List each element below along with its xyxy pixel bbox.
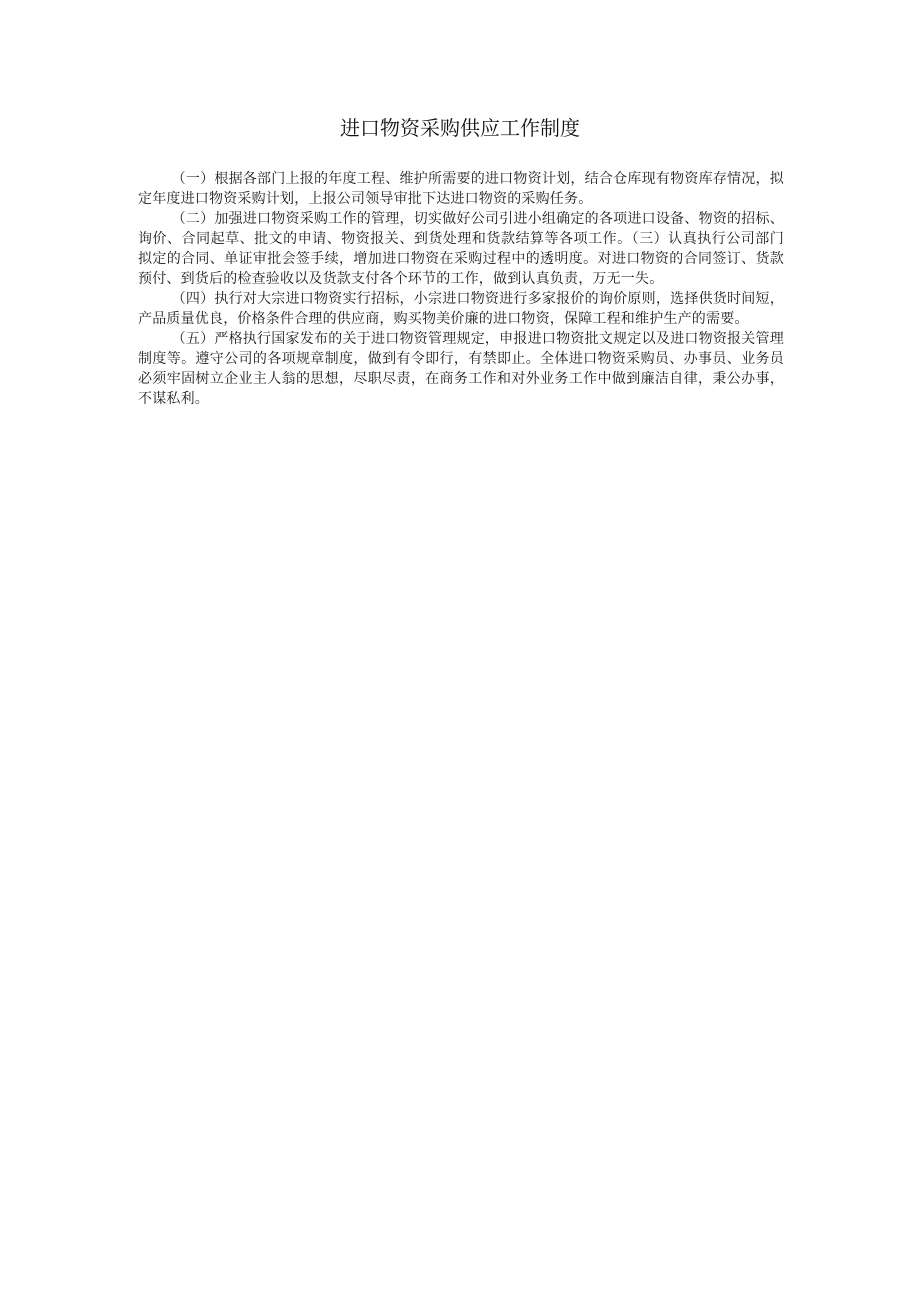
paragraph-2: （二）加强进口物资采购工作的管理，切实做好公司引进小组确定的各项进口设备、物资的招标、询价、合同起草、批文的申请、物资报关、到货处理和货款结算等各项工作。（三）认真执行公司部门拟定的合同、单证审批会签手续，增加进口物资在采购过程中的透明度。对进口物资的合同签订、货款预付、到货后的检查验收以及货款支付各个环节的工作，做到认真负责，万无一失。 [138,211,784,287]
document-body [138,169,784,409]
paragraph-1: （一）根据各部门上报的年度工程、维护所需要的进口物资计划，结合仓库现有物资库存情况，拟定年度进口物资采购计划，上报公司领导审批下达进口物资的采购任务。 [138,171,784,207]
paragraph-3: （四）执行对大宗进口物资实行招标，小宗进口物资进行多家报价的询价原则，选择供货时间短，产品质量优良，价格条件合理的供应商，购买物美价廉的进口物资，保障工程和维护生产的需要。 [138,291,784,327]
paragraph-4: （五）严格执行国家发布的关于进口物资管理规定，申报进口物资批文规定以及进口物资报关管理制度等。遵守公司的各项规章制度，做到有令即行，有禁即止。全体进口物资采购员、办事员、业务员必须牢固树立企业主人翁的思想，尽职尽责，在商务工作和对外业务工作中做到廉洁自律，秉公办事，不谋私利。 [138,331,784,407]
document-title: 进口物资采购供应工作制度 [340,116,580,140]
